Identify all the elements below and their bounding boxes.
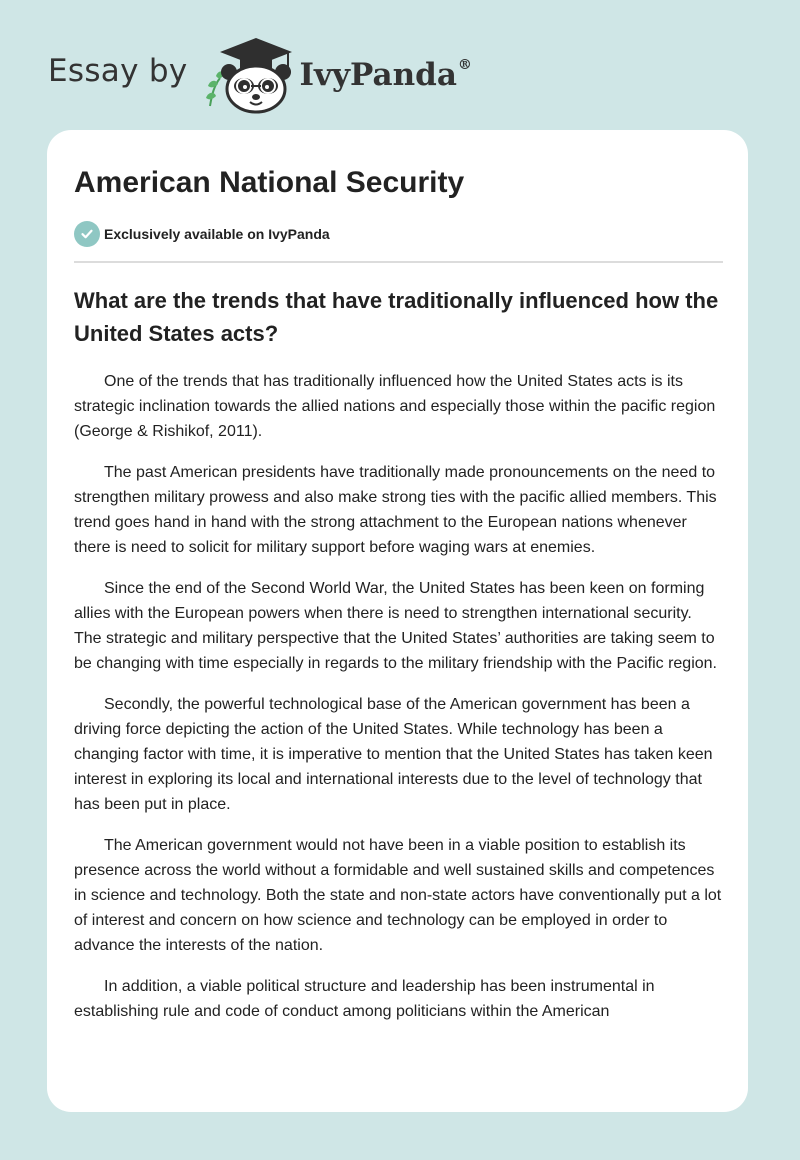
brand-name: IvyPanda (299, 57, 457, 93)
exclusive-badge (74, 221, 330, 247)
section-heading: What are the trends that have traditionally influenced how the United States acts? (74, 288, 719, 346)
essay-by-label: Essay by (48, 53, 188, 89)
paragraph: Since the end of the Second World War, the United States has been keen on forming allies with the European powers when there is need to strengthen international security. The strategic and military perspective that the United States’ authorities are taking seem to be changing with time especially in regards to the military friendship with the Pacific region. (74, 580, 717, 672)
essay-body (74, 369, 723, 1040)
paragraph: In addition, a viable political structure and leadership has been instrumental in establishing rule and code of conduct among politicians within the American (74, 978, 655, 1020)
paragraph: The American government would not have been in a viable position to establish its presence across the world without a formidable and well sustained skills and competences in science and technology. Both the state and non-state actors have conventionally put a lot of interest and concern on how science and technology can be employed in order to advance the interests of the nation. (74, 837, 722, 954)
paragraph: Secondly, the powerful technological base of the American government has been a driving force depicting the action of the United States. While technology has been a changing factor with time, it is imperative to mention that the United States has taken keen interest in exploring its local and international interests due to the level of technology that has been put in place. (74, 696, 713, 813)
paragraph: One of the trends that has traditionally influenced how the United States acts is its strategic inclination towards the allied nations and especially those within the pacific region (George & Rishikof, 2011). (74, 373, 716, 440)
site-header (48, 34, 472, 114)
essay-title: American National Security (74, 166, 465, 199)
paragraph: The past American presidents have traditionally made pronouncements on the need to strengthen military prowess and also make strong ties with the pacific allied members. This trend goes hand in hand with the strong attachment to the European nations whenever there is need to solicit for military support before waging wars at enemies. (74, 464, 717, 556)
essay-card (47, 130, 748, 1112)
divider (74, 261, 723, 263)
check-icon (74, 221, 100, 247)
panda-logo-icon[interactable] (202, 34, 296, 114)
registered-mark: ® (457, 57, 472, 73)
badge-text: Exclusively available on IvyPanda (104, 226, 330, 242)
brand-logo[interactable] (300, 57, 472, 93)
